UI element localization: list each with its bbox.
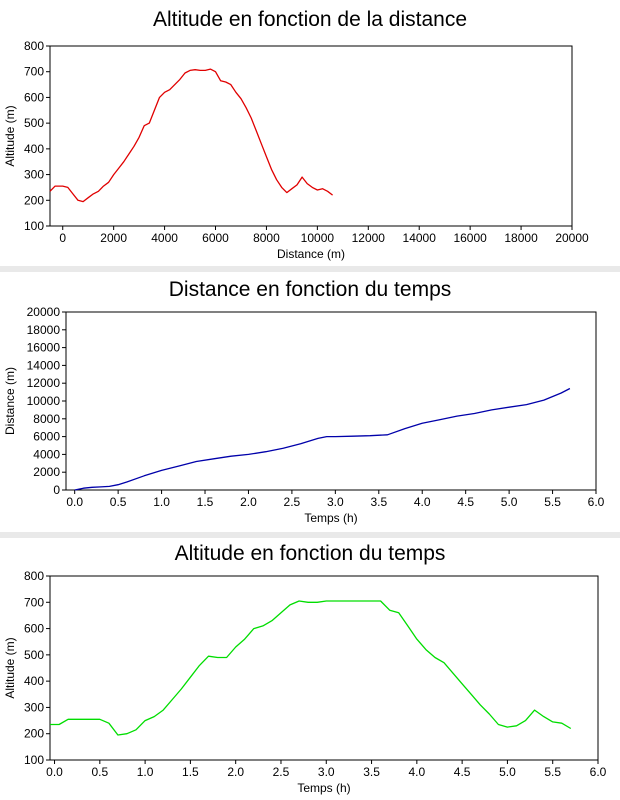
chart-panel-distance-temps (0, 272, 620, 532)
y-tick-label: 300 (23, 167, 44, 182)
x-tick-label: 4.5 (453, 765, 471, 779)
x-tick-label: 5.0 (500, 495, 518, 509)
y-tick-label: 4000 (33, 447, 60, 462)
x-tick-label: 4000 (151, 231, 178, 245)
y-tick-label: 600 (23, 621, 44, 636)
x-tick-label: 10000 (300, 231, 335, 245)
x-axis-label: Temps (h) (297, 781, 351, 795)
x-tick-label: 6.0 (589, 765, 607, 779)
x-tick-label: 5.5 (544, 495, 561, 509)
y-tick-label: 0 (53, 483, 60, 497)
y-axis-label: Altitude (m) (3, 637, 17, 699)
x-tick-label: 3.0 (327, 495, 344, 509)
chart-title: Altitude en fonction du temps (174, 542, 446, 565)
plot-frame (66, 312, 596, 490)
x-tick-label: 8000 (253, 231, 280, 245)
x-tick-label: 1.0 (136, 765, 154, 779)
y-tick-label: 100 (23, 753, 44, 767)
x-tick-label: 0.5 (91, 765, 109, 779)
x-tick-label: 0.0 (66, 495, 84, 509)
y-tick-label: 16000 (26, 340, 60, 355)
x-tick-label: 16000 (453, 231, 487, 245)
x-tick-label: 6.0 (587, 495, 605, 509)
chart-plot-distance-temps (0, 272, 620, 532)
chart-plot-altitude-temps (0, 538, 620, 800)
y-tick-label: 200 (23, 193, 44, 208)
y-tick-label: 2000 (33, 465, 60, 480)
x-tick-label: 2.0 (240, 495, 257, 509)
x-tick-label: 1.5 (196, 495, 214, 509)
x-tick-label: 1.5 (182, 765, 199, 779)
x-tick-label: 3.5 (363, 765, 380, 779)
chart-title: Distance en fonction du temps (168, 278, 452, 301)
y-tick-label: 20000 (26, 305, 60, 319)
x-tick-label: 0 (59, 231, 67, 245)
y-tick-label: 400 (23, 141, 44, 156)
x-axis-label: Temps (h) (304, 511, 358, 525)
y-tick-label: 18000 (26, 322, 60, 337)
x-axis-label: Distance (m) (276, 247, 346, 261)
x-tick-label: 3.5 (370, 495, 388, 509)
x-tick-label: 14000 (402, 231, 436, 245)
y-tick-label: 600 (23, 90, 44, 105)
y-tick-label: 800 (23, 39, 44, 53)
plot-frame (50, 46, 572, 226)
y-tick-label: 300 (23, 700, 44, 715)
x-tick-label: 20000 (555, 231, 589, 245)
y-tick-label: 500 (23, 116, 44, 131)
y-tick-label: 700 (23, 595, 44, 610)
y-axis-label: Distance (m) (3, 366, 17, 436)
y-axis-label: Altitude (m) (3, 105, 17, 167)
chart-plot-altitude-distance (0, 0, 620, 266)
y-tick-label: 200 (23, 726, 44, 741)
y-tick-label: 400 (23, 674, 44, 689)
x-tick-label: 2.0 (227, 765, 245, 779)
y-tick-label: 12000 (26, 376, 60, 391)
x-tick-label: 5.0 (499, 765, 516, 779)
x-tick-label: 2000 (100, 231, 128, 245)
x-tick-label: 18000 (504, 231, 538, 245)
x-tick-label: 4.5 (457, 495, 475, 509)
chart-title: Altitude en fonction de la distance (152, 8, 468, 31)
x-tick-label: 2.5 (283, 495, 301, 509)
chart-panel-altitude-distance (0, 0, 620, 266)
y-tick-label: 8000 (33, 411, 60, 426)
x-tick-label: 6000 (202, 231, 229, 245)
y-tick-label: 500 (23, 647, 44, 662)
x-tick-label: 1.0 (153, 495, 170, 509)
x-tick-label: 3.0 (317, 765, 335, 779)
y-tick-label: 6000 (33, 429, 60, 444)
x-tick-label: 12000 (351, 231, 385, 245)
x-tick-label: 4.0 (413, 495, 431, 509)
x-tick-label: 0.0 (46, 765, 63, 779)
y-tick-label: 800 (23, 569, 44, 583)
y-tick-label: 14000 (26, 358, 60, 373)
x-tick-label: 0.5 (109, 495, 127, 509)
chart-panel-altitude-temps (0, 538, 620, 800)
x-tick-label: 2.5 (272, 765, 290, 779)
y-tick-label: 700 (23, 64, 44, 79)
y-tick-label: 10000 (26, 394, 60, 408)
plot-frame (50, 576, 598, 760)
x-tick-label: 5.5 (544, 765, 562, 779)
y-tick-label: 100 (23, 219, 44, 233)
x-tick-label: 4.0 (408, 765, 426, 779)
